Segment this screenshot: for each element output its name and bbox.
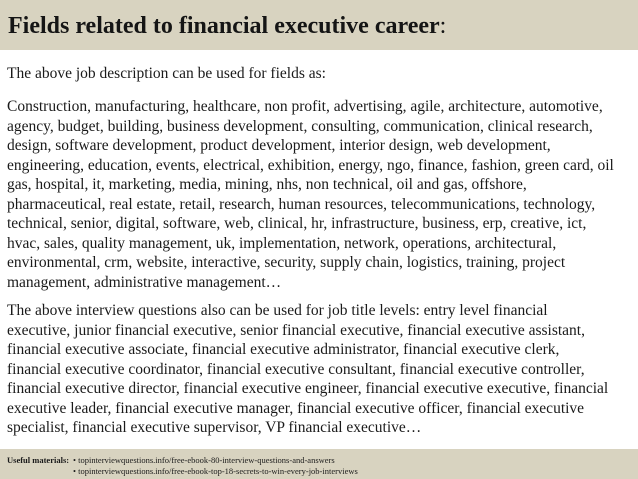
fields-paragraph: [7, 97, 633, 292]
levels-line: The above interview questions also can be used for job title levels: entry level financial: [7, 302, 548, 319]
footer-links: [73, 455, 358, 477]
footer-bar: [0, 449, 638, 479]
levels-line: financial executive associate, financial executive administrator, financial executive clerk,: [7, 341, 560, 358]
slide-title-text: Fields related to financial executive career: [8, 13, 440, 39]
fields-line: Construction, manufacturing, healthcare, non profit, advertising, agile, architecture, automotive,: [7, 98, 603, 115]
fields-line: pharmaceutical, real estate, retail, research, human resources, telecommunications, technology,: [7, 195, 596, 213]
levels-line: specialist, financial executive supervisor, VP financial executive…: [7, 419, 422, 436]
fields-line: engineering, education, events, electrical, exhibition, energy, ngo, finance, fashion, green card, oil: [7, 156, 614, 174]
levels-line: executive, junior financial executive, senior financial executive, financial executive assistant,: [7, 321, 585, 339]
fields-line: environmental, crm, website, interactive, security, supply chain, logistics, training, project: [7, 254, 566, 271]
levels-line: financial executive director, financial executive engineer, financial executive executive, financial: [7, 380, 609, 397]
fields-line: design, software development, product development, interior design, web development,: [7, 137, 551, 154]
title-bar: [0, 0, 638, 50]
footer-label: Useful materials:: [7, 455, 70, 465]
intro-text: The above job description can be used for fields as:: [7, 65, 326, 82]
slide-title: [8, 12, 446, 40]
levels-line: financial executive coordinator, financial executive consultant, financial executive controller,: [7, 360, 585, 378]
fields-line: management, administrative management…: [7, 273, 282, 291]
levels-line: executive leader, financial executive manager, financial executive officer, financial executive: [7, 399, 585, 417]
fields-line: agency, budget, building, business development, consulting, communication, clinical research,: [7, 117, 593, 135]
fields-line: technical, senior, digital, software, web, clinical, hr, infrastructure, business, erp, creative, ict,: [7, 215, 587, 232]
footer-link[interactable]: • topinterviewquestions.info/free-ebook-top-18-secrets-to-win-every-job-interviews: [73, 466, 358, 476]
fields-line: gas, hospital, it, marketing, media, mining, nhs, non technical, oil and gas, offshore,: [7, 176, 527, 193]
fields-line: hvac, sales, quality management, uk, implementation, network, operations, architectural,: [7, 234, 557, 252]
job-levels-paragraph: [7, 301, 633, 438]
footer-link[interactable]: • topinterviewquestions.info/free-ebook-80-interview-questions-and-answers: [73, 455, 335, 465]
slide-title-colon: :: [439, 13, 447, 39]
